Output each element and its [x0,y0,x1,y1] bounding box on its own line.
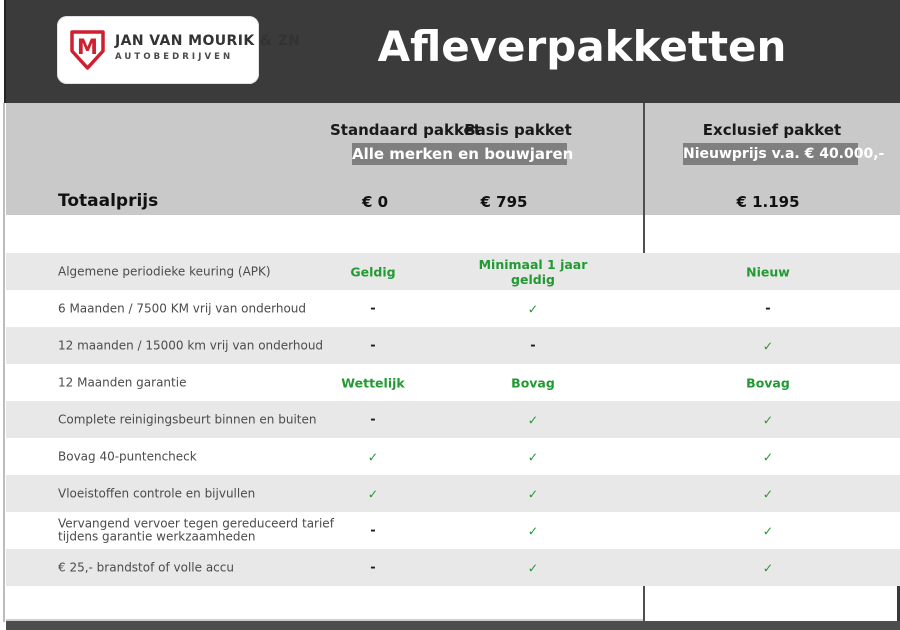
cell-basis: Minimaal 1 jaar geldig [478,256,588,287]
column-header-standaard-pakket: Standaard pakket [330,121,481,139]
table-row [6,290,900,327]
row-label: 6 Maanden / 7500 KM vrij van onderhoud [58,300,307,315]
cell-basis: ✓ [527,486,539,501]
cell-exclusief: ✓ [762,338,774,353]
column-header-exclusief-pakket: Exclusief pakket [702,121,842,139]
cell-exclusief: Nieuw [746,264,790,279]
row-label: Vloeistoffen controle en bijvullen [58,485,256,500]
cell-exclusief: ✓ [762,449,774,464]
row-label: Algemene periodieke keuring (APK) [58,263,271,278]
page-title: Afleverpakketten [377,22,787,71]
table-row [6,401,900,438]
table-row [6,364,900,401]
brand-logo-card [57,16,301,84]
badge-alle-merken: Alle merken en bouwjaren [352,145,574,163]
row-label: 12 maanden / 15000 km vrij van onderhoud [58,337,324,352]
cell-standaard: ✓ [367,486,379,501]
cell-basis: ✓ [527,560,539,575]
header-band [6,0,900,103]
cell-exclusief: Bovag [746,375,790,390]
row-label: 12 Maanden garantie [58,374,187,389]
footer-bar [6,621,900,630]
total-price-standaard: € 0 [361,193,389,211]
cell-basis: ✓ [527,449,539,464]
total-price-basis: € 795 [480,193,528,211]
table-row [6,327,900,364]
cell-standaard: ✓ [367,449,379,464]
cell-basis: Bovag [511,375,555,390]
total-price-label: Totaalprijs [58,191,159,211]
page-left-border-bottom [3,103,5,622]
brand-subtitle: AUTOBEDRIJVEN [115,52,234,62]
row-label: € 25,- brandstof of volle accu [58,559,234,574]
cell-basis: ✓ [527,412,539,427]
cell-basis: ✓ [527,523,539,538]
cell-standaard: - [370,560,376,575]
cell-exclusief: - [765,301,771,316]
table-row [6,253,900,290]
cell-standaard: - [370,523,376,538]
table-row [6,438,900,475]
total-price-exclusief: € 1.195 [736,193,800,211]
cell-exclusief: ✓ [762,412,774,427]
cell-exclusief: ✓ [762,486,774,501]
cell-standaard: - [370,338,376,353]
table-row [6,475,900,512]
cell-exclusief: ✓ [762,523,774,538]
cell-standaard: - [370,412,376,427]
cell-basis: - [530,338,536,353]
table-row [6,512,900,549]
cell-standaard: Geldig [350,264,396,279]
feature-table [6,253,900,586]
brand-monogram: M [77,35,98,59]
cell-standaard: Wettelijk [341,375,405,390]
badge-nieuwprijs: Nieuwprijs v.a. € 40.000,- [683,143,858,165]
row-label: Complete reinigingsbeurt binnen en buiten [58,411,317,426]
row-label: Bovag 40-puntencheck [58,448,197,463]
cell-exclusief: ✓ [762,560,774,575]
column-header-basis-pakket: Basis pakket [464,121,572,139]
cell-basis: ✓ [527,301,539,316]
brand-name: JAN VAN MOURIK & ZN [115,33,301,49]
row-label: Vervangend vervoer tegen gereduceerd tarief tijdens garantie werkzaamheden [58,516,334,544]
cell-standaard: - [370,301,376,316]
shield-m-logo-icon [69,29,106,71]
table-row [6,549,900,586]
